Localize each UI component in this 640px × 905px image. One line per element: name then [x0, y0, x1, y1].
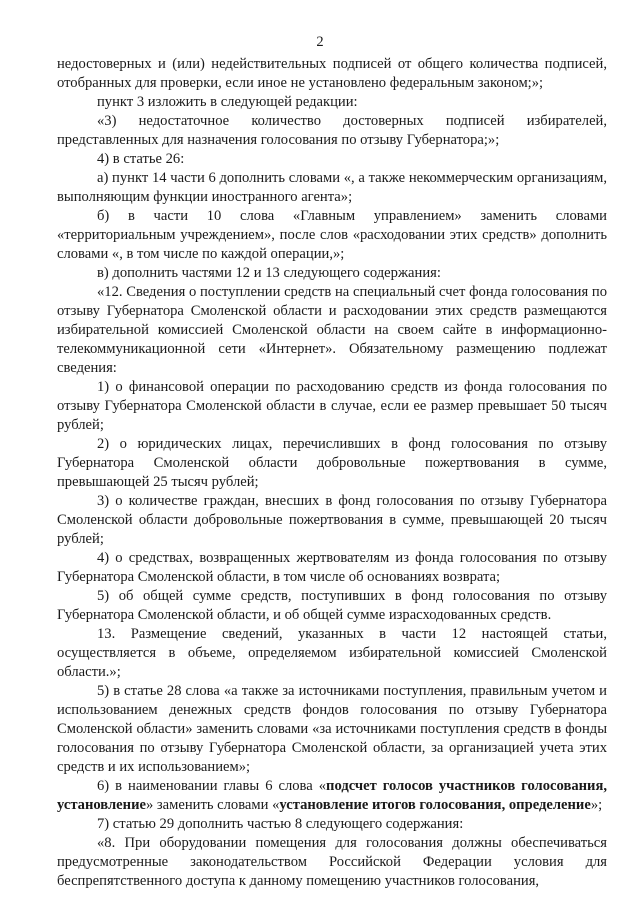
paragraph: б) в части 10 слова «Главным управлением» заменить словами «территориальным учреждением», после слов «расходовании этих средств» дополнить словами «, в том числе по каждой операции,»;: [57, 208, 607, 262]
document-body: [57, 55, 607, 891]
bold-text-run: установление итогов голосования, определение: [279, 797, 591, 813]
bold-text-run: подсчет голосов участников голосования, установление: [57, 778, 607, 813]
paragraph: «3) недостаточное количество достоверных подписей избирателей, представленных для назначения голосования по отзыву Губернатора;»;: [57, 113, 607, 148]
paragraph: 7) статью 29 дополнить частью 8 следующего содержания:: [97, 816, 464, 832]
text-run: »;: [590, 797, 603, 813]
paragraph: 5) об общей сумме средств, поступивших в фонд голосования по отзыву Губернатора Смоленской области, и об общей сумме израсходованных средств.: [57, 588, 607, 623]
paragraph: 1) о финансовой операции по расходованию средств из фонда голосования по отзыву Губернатора Смоленской области в случае, если ее размер превышает 50 тысяч рублей;: [57, 379, 607, 433]
paragraph: «8. При оборудовании помещения для голосования должны обеспечиваться предусмотренные законодательством Российской Федерации условия для беспрепятственного доступа к данному помещению участников голосования,: [57, 835, 607, 889]
paragraph: в) дополнить частями 12 и 13 следующего содержания:: [97, 265, 441, 281]
paragraph: а) пункт 14 части 6 дополнить словами «, а также некоммерческим организациям, выполняющим функции иностранного агента»;: [57, 170, 607, 205]
paragraph: 4) о средствах, возвращенных жертвователям из фонда голосования по отзыву Губернатора Смоленской области, в том числе об основаниях возврата;: [57, 550, 607, 585]
text-run: 6) в наименовании главы 6 слова «: [97, 778, 327, 794]
paragraph: недостоверных и (или) недействительных подписей от общего количества подписей, отобранных для проверки, если иное не установлено федеральным законом;»;: [57, 56, 607, 91]
text-run: » заменить словами «: [145, 797, 280, 813]
paragraph: 13. Размещение сведений, указанных в части 12 настоящей статьи, осуществляется в объеме, определяемом избирательной комиссией Смоленской области.»;: [57, 626, 607, 680]
paragraph-mixed: [57, 777, 607, 815]
paragraph: 5) в статье 28 слова «а также за источниками поступления, правильным учетом и использованием денежных средств фондов голосования по отзыву Губернатора Смоленской области» заменить словами «за источниками поступления средств в фонды голосования по отзыву Губернатора Смоленской области, за организацией учета этих средств и их использованием»;: [57, 683, 607, 775]
paragraph: 2) о юридических лицах, перечисливших в фонд голосования по отзыву Губернатора Смоленской области добровольные пожертвования в сумме, превышающей 25 тысяч рублей;: [57, 436, 607, 490]
paragraph: «12. Сведения о поступлении средств на специальный счет фонда голосования по отзыву Губернатора Смоленской области и расходовании этих средств размещаются избирательной комиссией Смоленской области на своем сайте в информационно-телекоммуникационной сети «Интернет». Обязательному размещению подлежат сведения:: [57, 284, 607, 376]
paragraph: 3) о количестве граждан, внесших в фонд голосования по отзыву Губернатора Смоленской области добровольные пожертвования в сумме, превышающей 20 тысяч рублей;: [57, 493, 607, 547]
page-number: 2: [316, 34, 324, 50]
paragraph: 4) в статье 26:: [97, 151, 185, 167]
paragraph: пункт 3 изложить в следующей редакции:: [97, 94, 358, 110]
